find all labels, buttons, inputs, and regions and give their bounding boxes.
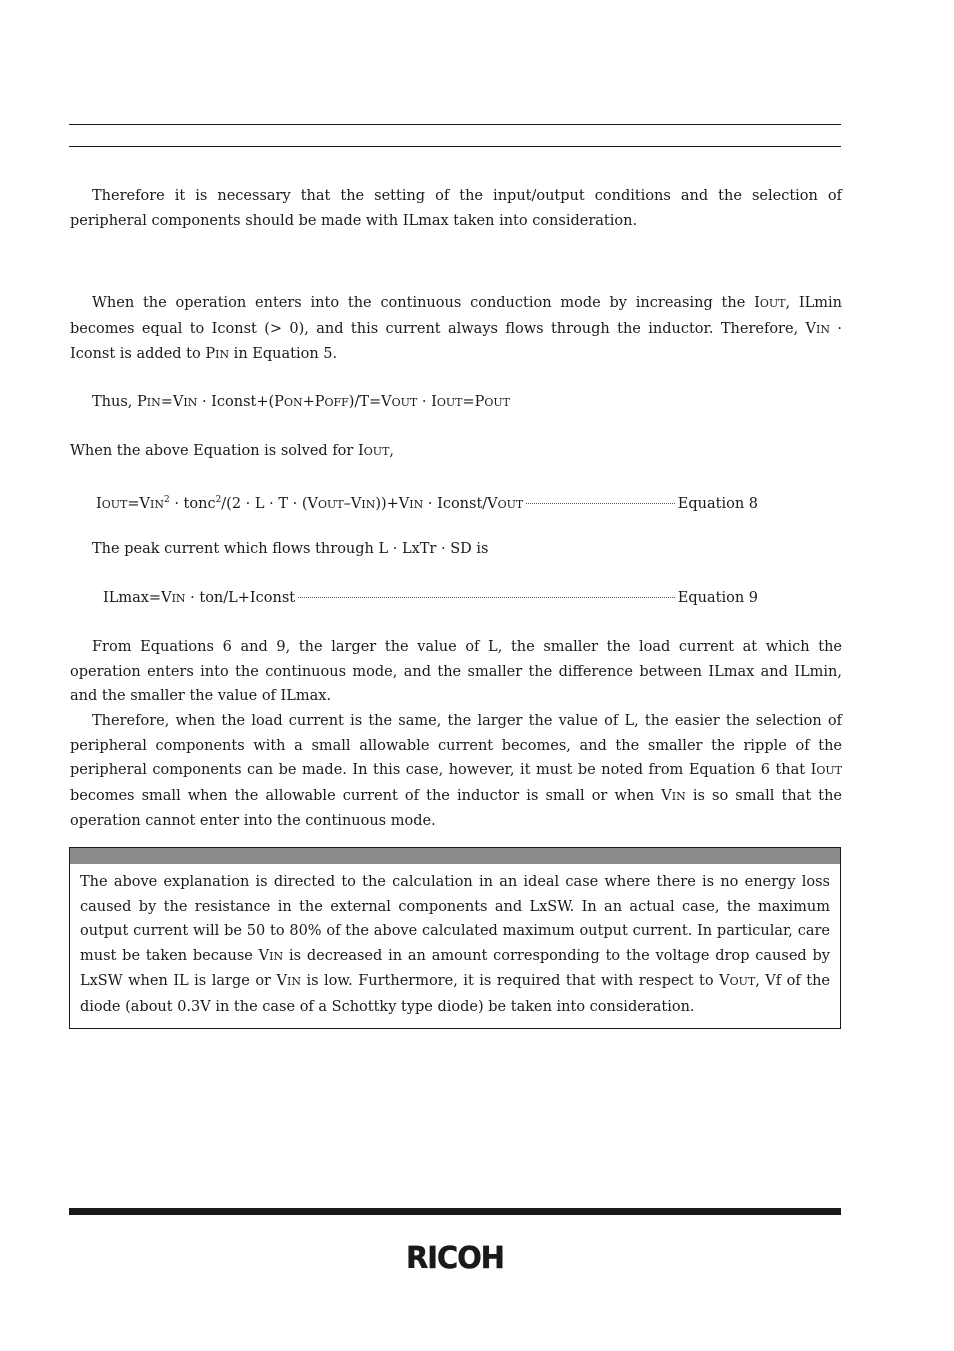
peak-current-line: The peak current which flows through L · LxTr · SD is (92, 541, 489, 557)
paragraph-continuous-mode: When the operation enters into the continuous conduction mode by increasing the IOUT, ILmin becomes equal to Iconst (> 0), and this current always flows through the inductor. Therefore, VIN · Iconst is added to PIN in Equation 5. (70, 295, 843, 363)
ricoh-logo (405, 1240, 505, 1272)
equation-8-label: Equation 8 (677, 495, 758, 512)
paragraph-ilmax-consideration: Therefore it is necessary that the setting of the input/output conditions and the selection of peripheral components should be made with ILmax taken into consideration. (70, 188, 842, 229)
dot-leader (298, 597, 675, 598)
equation-9 (103, 588, 758, 609)
equation-8 (96, 490, 758, 515)
solved-for-iout-line: When the above Equation is solved for IOUT, (70, 443, 394, 459)
paragraph-larger-l: From Equations 6 and 9, the larger the value of L, the smaller the load current at which the operation enters into the continuous mode, and the smaller the difference between ILmax and ILmin, and the smaller the value of ILmax. (70, 639, 842, 705)
equation-9-label: Equation 9 (677, 590, 758, 606)
note-text: The above explanation is directed to the calculation in an ideal case where there is no energy loss caused by the resistance in the external components and LxSW. In an actual case, the maximum output current will be 50 to 80% of the above calculated maximum output current. In particular, care must be taken because VIN is decreased in an amount corresponding to the voltage drop caused by LxSW when IL is large or VIN is low. Furthermore, it is required that with respect to VOUT, Vf of the diode (about 0.3V in the case of a Schottky type diode) be taken into consideration. (80, 874, 830, 1015)
dot-leader (526, 503, 675, 504)
header-rule-top (69, 124, 841, 125)
paragraph-ripple: Therefore, when the load current is the same, the larger the value of L, the easier the selection of peripheral components with a small allowable current becomes, and the smaller the ripple of the peripheral components can be made. In this case, however, it must be noted from Equation 6 that IOUT becomes small when the allowable current of the inductor is small or when VIN is so small that the operation cannot enter into the continuous mode. (70, 713, 842, 830)
note-box (69, 847, 841, 1029)
header-rule-bottom (69, 146, 841, 147)
equation-8-formula: $IOUT=VIN^2$ · tonc$^2$/(2 · L · T · (VOUT–VIN))+VIN · Iconst/VOUT (96, 495, 524, 512)
thus-power-equation: Thus, PIN=VIN · Iconst+(PON+POFF)/T=VOUT · IOUT=POUT (92, 394, 511, 410)
equation-9-formula: ILmax=VIN · ton/L+Iconst (103, 590, 296, 606)
footer-rule (69, 1208, 841, 1215)
note-header-bar (70, 848, 840, 864)
svg-text:RICOH: RICOH (406, 1241, 504, 1272)
